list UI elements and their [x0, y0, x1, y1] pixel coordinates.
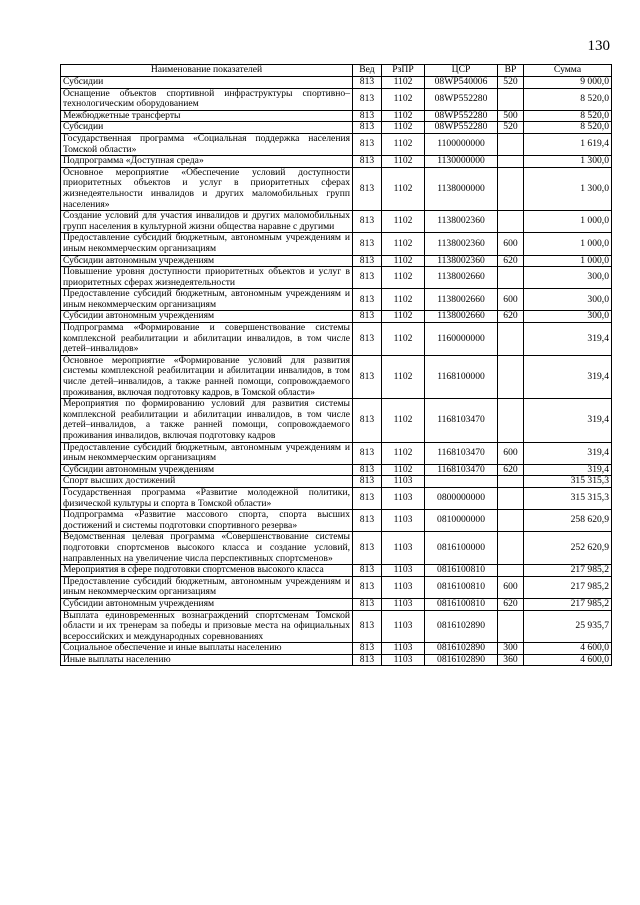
- row-rzpr: 1102: [382, 311, 425, 323]
- row-sum: 4 600,0: [524, 643, 612, 655]
- row-ved: 813: [353, 233, 382, 255]
- row-name: Ведомственная целевая программа «Совершенствование системы подготовки спортсменов высокого класса и создание условий, направленных на увеличение числа перспективных спортсменов»: [61, 532, 353, 565]
- row-rzpr: 1102: [382, 77, 425, 89]
- row-ved: 813: [353, 289, 382, 311]
- table-row: [61, 487, 612, 509]
- row-ved: 813: [353, 598, 382, 610]
- row-vr: [498, 211, 524, 233]
- row-name: Социальное обеспечение и иные выплаты населению: [61, 643, 353, 655]
- row-ved: 813: [353, 576, 382, 598]
- header-name: Наименование показателей: [61, 65, 353, 77]
- row-csr: 08WP540006: [425, 77, 498, 89]
- table-row: [61, 110, 612, 122]
- row-vr: 620: [498, 464, 524, 476]
- table-row: [61, 510, 612, 532]
- row-rzpr: 1102: [382, 355, 425, 398]
- row-sum: 4 600,0: [524, 654, 612, 666]
- row-vr: [498, 565, 524, 577]
- table-header-row: [61, 65, 612, 77]
- row-ved: 813: [353, 532, 382, 565]
- table-row: [61, 610, 612, 643]
- row-csr: 1138002660: [425, 311, 498, 323]
- row-csr: 0816100810: [425, 576, 498, 598]
- row-vr: 600: [498, 442, 524, 464]
- row-csr: 1130000000: [425, 156, 498, 168]
- row-name: Предоставление субсидий бюджетным, автономным учреждениям и иным некоммерческим организациям: [61, 442, 353, 464]
- row-sum: 1 619,4: [524, 133, 612, 155]
- table-row: [61, 323, 612, 356]
- row-csr: 0800000000: [425, 487, 498, 509]
- table-row: [61, 476, 612, 488]
- table-row: [61, 532, 612, 565]
- table-row: [61, 355, 612, 398]
- table-row: [61, 576, 612, 598]
- row-vr: 300: [498, 643, 524, 655]
- row-ved: 813: [353, 110, 382, 122]
- row-name: Субсидии автономным учреждениям: [61, 311, 353, 323]
- row-rzpr: 1103: [382, 510, 425, 532]
- row-sum: 217 985,2: [524, 598, 612, 610]
- row-sum: 217 985,2: [524, 565, 612, 577]
- row-rzpr: 1103: [382, 565, 425, 577]
- row-vr: [498, 610, 524, 643]
- table-row: [61, 133, 612, 155]
- row-csr: 08WP552280: [425, 110, 498, 122]
- row-csr: 1160000000: [425, 323, 498, 356]
- row-vr: 600: [498, 289, 524, 311]
- row-sum: 8 520,0: [524, 122, 612, 134]
- row-rzpr: 1102: [382, 289, 425, 311]
- row-name: Повышение уровня доступности приоритетных объектов и услуг в приоритетных сферах жизнедеятельности: [61, 267, 353, 289]
- row-rzpr: 1102: [382, 399, 425, 442]
- row-ved: 813: [353, 255, 382, 267]
- row-ved: 813: [353, 442, 382, 464]
- table-row: [61, 598, 612, 610]
- table-row: [61, 311, 612, 323]
- table-row: [61, 122, 612, 134]
- row-rzpr: 1103: [382, 610, 425, 643]
- row-ved: 813: [353, 267, 382, 289]
- row-csr: 0816102890: [425, 643, 498, 655]
- row-sum: 319,4: [524, 442, 612, 464]
- table-row: [61, 654, 612, 666]
- row-sum: 1 000,0: [524, 211, 612, 233]
- budget-table: [60, 64, 612, 666]
- row-name: Субсидии автономным учреждениям: [61, 598, 353, 610]
- row-csr: 1168103470: [425, 464, 498, 476]
- row-csr: 1138002660: [425, 267, 498, 289]
- row-rzpr: 1102: [382, 464, 425, 476]
- row-rzpr: 1103: [382, 654, 425, 666]
- table-row: [61, 643, 612, 655]
- row-ved: 813: [353, 510, 382, 532]
- row-csr: 1138002360: [425, 255, 498, 267]
- row-csr: 1138002360: [425, 211, 498, 233]
- row-csr: 08WP552280: [425, 122, 498, 134]
- table-row: [61, 565, 612, 577]
- row-csr: 0810000000: [425, 510, 498, 532]
- row-csr: 1168100000: [425, 355, 498, 398]
- row-rzpr: 1103: [382, 476, 425, 488]
- table-row: [61, 255, 612, 267]
- row-ved: 813: [353, 77, 382, 89]
- row-name: Создание условий для участия инвалидов и других маломобильных групп населения в культурной жизни общества наравне с другими: [61, 211, 353, 233]
- table-row: [61, 399, 612, 442]
- row-rzpr: 1103: [382, 487, 425, 509]
- table-row: [61, 464, 612, 476]
- row-sum: 1 300,0: [524, 156, 612, 168]
- row-vr: [498, 156, 524, 168]
- row-sum: 300,0: [524, 289, 612, 311]
- row-ved: 813: [353, 323, 382, 356]
- row-csr: 0816100000: [425, 532, 498, 565]
- row-ved: 813: [353, 167, 382, 210]
- table-row: [61, 156, 612, 168]
- table-row: [61, 88, 612, 110]
- row-name: Государственная программа «Социальная поддержка населения Томской области»: [61, 133, 353, 155]
- row-ved: 813: [353, 88, 382, 110]
- row-vr: 520: [498, 122, 524, 134]
- row-csr: 1138002660: [425, 289, 498, 311]
- row-vr: [498, 88, 524, 110]
- row-sum: 300,0: [524, 311, 612, 323]
- row-vr: [498, 167, 524, 210]
- row-csr: 1168103470: [425, 442, 498, 464]
- table-row: [61, 267, 612, 289]
- row-sum: 217 985,2: [524, 576, 612, 598]
- row-rzpr: 1102: [382, 110, 425, 122]
- row-rzpr: 1102: [382, 122, 425, 134]
- row-sum: 319,4: [524, 323, 612, 356]
- row-name: Подпрограмма «Развитие массового спорта, спорта высших достижений и системы подготовки спортивного резерва»: [61, 510, 353, 532]
- row-rzpr: 1103: [382, 598, 425, 610]
- header-sum: Сумма: [524, 65, 612, 77]
- page-number: 130: [587, 38, 610, 54]
- row-csr: 0816100810: [425, 565, 498, 577]
- row-ved: 813: [353, 487, 382, 509]
- row-rzpr: 1103: [382, 576, 425, 598]
- row-sum: 258 620,9: [524, 510, 612, 532]
- table-row: [61, 211, 612, 233]
- row-sum: 1 300,0: [524, 167, 612, 210]
- row-rzpr: 1102: [382, 133, 425, 155]
- row-ved: 813: [353, 476, 382, 488]
- row-rzpr: 1103: [382, 532, 425, 565]
- row-csr: [425, 476, 498, 488]
- row-csr: 1100000000: [425, 133, 498, 155]
- row-rzpr: 1103: [382, 643, 425, 655]
- row-name: Предоставление субсидий бюджетным, автономным учреждениям и иным некоммерческим организациям: [61, 576, 353, 598]
- row-sum: 315 315,3: [524, 487, 612, 509]
- row-ved: 813: [353, 355, 382, 398]
- row-sum: 319,4: [524, 399, 612, 442]
- row-vr: [498, 476, 524, 488]
- row-sum: 319,4: [524, 355, 612, 398]
- header-vr: ВР: [498, 65, 524, 77]
- table-row: [61, 167, 612, 210]
- row-rzpr: 1102: [382, 442, 425, 464]
- row-name: Межбюджетные трансферты: [61, 110, 353, 122]
- row-csr: 1138000000: [425, 167, 498, 210]
- row-sum: 315 315,3: [524, 476, 612, 488]
- table-row: [61, 289, 612, 311]
- row-ved: 813: [353, 565, 382, 577]
- row-sum: 252 620,9: [524, 532, 612, 565]
- table-row: [61, 77, 612, 89]
- row-vr: 520: [498, 77, 524, 89]
- row-vr: 620: [498, 255, 524, 267]
- row-vr: 620: [498, 311, 524, 323]
- row-name: Мероприятия в сфере подготовки спортсменов высокого класса: [61, 565, 353, 577]
- row-name: Субсидии: [61, 122, 353, 134]
- row-name: Субсидии: [61, 77, 353, 89]
- row-ved: 813: [353, 156, 382, 168]
- row-sum: 8 520,0: [524, 110, 612, 122]
- row-ved: 813: [353, 211, 382, 233]
- row-vr: [498, 323, 524, 356]
- row-name: Мероприятия по формированию условий для развития системы комплексной реабилитации и абилитации инвалидов, в том числе детей–инвалидов, а также ранней помощи, сопровождаемого проживания инвалидов, включая подготовку кадров: [61, 399, 353, 442]
- row-vr: [498, 399, 524, 442]
- row-name: Основное мероприятие «Обеспечение условий доступности приоритетных объектов и услуг в приоритетных сферах жизнедеятельности инвалидов и других маломобильных групп населения»: [61, 167, 353, 210]
- row-name: Подпрограмма «Формирование и совершенствование системы комплексной реабилитации и абилитации инвалидов, в том числе детей–инвалидов»: [61, 323, 353, 356]
- row-ved: 813: [353, 122, 382, 134]
- row-vr: 600: [498, 233, 524, 255]
- row-name: Спорт высших достижений: [61, 476, 353, 488]
- row-name: Субсидии автономным учреждениям: [61, 464, 353, 476]
- row-sum: 1 000,0: [524, 233, 612, 255]
- row-sum: 319,4: [524, 464, 612, 476]
- row-vr: 500: [498, 110, 524, 122]
- row-name: Основное мероприятие «Формирование условий для развития системы комплексной реабилитации и абилитации инвалидов, в том числе детей–инвалидов, а также ранней помощи, сопровождаемого проживания, включая подготовку кадров, в Томской области»: [61, 355, 353, 398]
- row-name: Иные выплаты населению: [61, 654, 353, 666]
- row-csr: 1138002360: [425, 233, 498, 255]
- row-vr: 620: [498, 598, 524, 610]
- row-csr: 0816100810: [425, 598, 498, 610]
- header-rzpr: РзПР: [382, 65, 425, 77]
- row-vr: 600: [498, 576, 524, 598]
- row-vr: [498, 510, 524, 532]
- row-rzpr: 1102: [382, 323, 425, 356]
- row-ved: 813: [353, 654, 382, 666]
- row-rzpr: 1102: [382, 233, 425, 255]
- row-vr: [498, 133, 524, 155]
- row-csr: 0816102890: [425, 610, 498, 643]
- row-name: Предоставление субсидий бюджетным, автономным учреждениям и иным некоммерческим организациям: [61, 233, 353, 255]
- row-sum: 8 520,0: [524, 88, 612, 110]
- row-vr: [498, 487, 524, 509]
- row-ved: 813: [353, 464, 382, 476]
- row-name: Подпрограмма «Доступная среда»: [61, 156, 353, 168]
- row-sum: 25 935,7: [524, 610, 612, 643]
- row-ved: 813: [353, 311, 382, 323]
- row-rzpr: 1102: [382, 156, 425, 168]
- row-rzpr: 1102: [382, 167, 425, 210]
- row-name: Предоставление субсидий бюджетным, автономным учреждениям и иным некоммерческим организациям: [61, 289, 353, 311]
- row-vr: [498, 355, 524, 398]
- row-name: Субсидии автономным учреждениям: [61, 255, 353, 267]
- row-sum: 300,0: [524, 267, 612, 289]
- row-vr: [498, 532, 524, 565]
- row-csr: 08WP552280: [425, 88, 498, 110]
- row-name: Выплата единовременных вознаграждений спортсменам Томской области и их тренерам за победы и призовые места на официальных всероссийских и международных соревнованиях: [61, 610, 353, 643]
- header-ved: Вед: [353, 65, 382, 77]
- row-vr: 360: [498, 654, 524, 666]
- header-csr: ЦСР: [425, 65, 498, 77]
- row-ved: 813: [353, 643, 382, 655]
- table-row: [61, 233, 612, 255]
- row-name: Оснащение объектов спортивной инфраструктуры спортивно–технологическим оборудованием: [61, 88, 353, 110]
- row-name: Государственная программа «Развитие молодежной политики, физической культуры и спорта в Томской области»: [61, 487, 353, 509]
- row-rzpr: 1102: [382, 88, 425, 110]
- table-row: [61, 442, 612, 464]
- row-sum: 9 000,0: [524, 77, 612, 89]
- row-ved: 813: [353, 133, 382, 155]
- row-csr: 1168103470: [425, 399, 498, 442]
- row-sum: 1 000,0: [524, 255, 612, 267]
- row-csr: 0816102890: [425, 654, 498, 666]
- row-ved: 813: [353, 610, 382, 643]
- row-rzpr: 1102: [382, 267, 425, 289]
- row-vr: [498, 267, 524, 289]
- row-rzpr: 1102: [382, 211, 425, 233]
- row-rzpr: 1102: [382, 255, 425, 267]
- row-ved: 813: [353, 399, 382, 442]
